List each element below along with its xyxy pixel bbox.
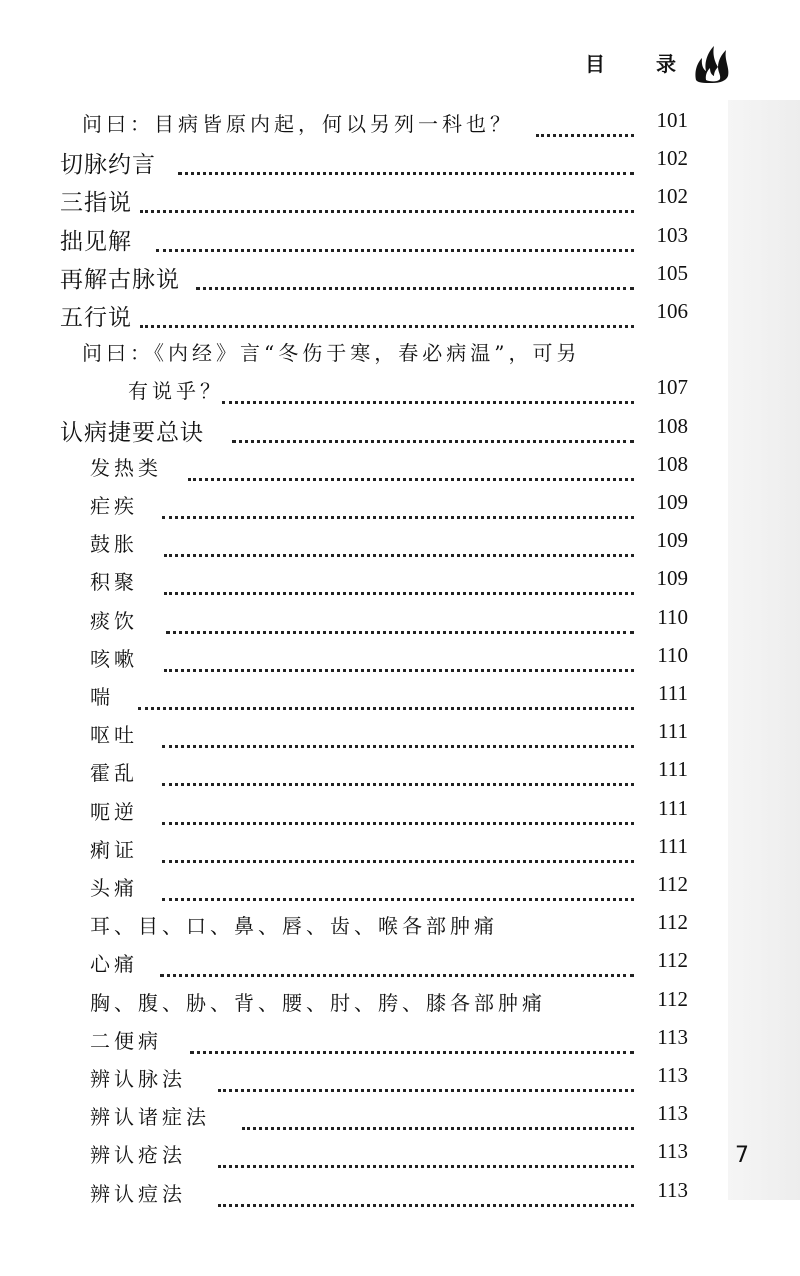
toc-entry [0, 834, 800, 872]
dot-leader [178, 146, 634, 175]
toc-entry-title: 辨认疮法 [90, 1143, 186, 1168]
toc-entry [0, 1178, 800, 1216]
toc-entry-page: 113 [657, 1177, 688, 1202]
dot-leader [536, 108, 634, 137]
toc-entry [0, 337, 800, 375]
toc-entry-page: 113 [657, 1101, 688, 1126]
toc-entry-page: 112 [657, 910, 688, 935]
toc-entry [0, 414, 800, 452]
toc-entry-title: 耳、目、口、鼻、唇、齿、喉各部肿痛 [90, 914, 498, 939]
dot-leader [222, 375, 634, 404]
toc-entry [0, 643, 800, 681]
toc-entry-page: 102 [656, 146, 688, 171]
toc-entry [0, 375, 800, 413]
toc-entry [0, 452, 800, 490]
toc-entry-page: 111 [658, 795, 688, 820]
toc-entry [0, 108, 800, 146]
toc-entry-title: 辨认痘法 [90, 1181, 186, 1206]
dot-leader [162, 757, 634, 786]
toc-entry-title: 鼓胀 [90, 532, 138, 557]
toc-entry-page: 109 [656, 528, 688, 553]
toc-entry-page: 113 [657, 1024, 688, 1049]
toc-entry-title: 有说乎？ [128, 379, 224, 404]
toc-entry [0, 146, 800, 184]
toc-entry [0, 299, 800, 337]
toc-entry-page: 109 [656, 490, 688, 514]
toc-entry-title: 切脉约言 [60, 152, 156, 179]
toc-entry-page: 101 [656, 108, 688, 132]
toc-entry-title: 认病捷要总诀 [60, 419, 204, 446]
toc-entry-title: 二便病 [90, 1028, 162, 1053]
toc-entry-page: 113 [657, 1139, 688, 1164]
dot-leader [162, 872, 634, 901]
toc-entry-page: 108 [656, 451, 688, 476]
toc-entry-page: 106 [656, 299, 688, 323]
dot-leader [160, 948, 634, 977]
toc-entry [0, 719, 800, 757]
toc-entry [0, 987, 800, 1025]
dot-leader [164, 528, 634, 557]
dot-leader [218, 1139, 634, 1168]
toc-entry-title: 再解古脉说 [60, 266, 180, 293]
toc-entry [0, 757, 800, 795]
toc-entry-page: 102 [656, 184, 688, 209]
dot-leader [162, 796, 634, 825]
toc-entry [0, 528, 800, 566]
toc-entry-title: 问曰：《内经》言“冬伤于寒，春必病温”，可另 [82, 341, 581, 366]
toc-entry [0, 223, 800, 261]
toc-entry-title: 辨认诸症法 [90, 1105, 210, 1130]
dot-leader [188, 452, 634, 481]
toc-entry-page: 110 [657, 642, 688, 667]
toc-entry-page: 107 [656, 375, 688, 400]
toc-entry-title: 呃逆 [90, 799, 138, 824]
toc-entry-page: 111 [658, 719, 688, 744]
toc-entry-page: 110 [657, 604, 688, 629]
toc-entry [0, 948, 800, 986]
toc-entry [0, 681, 800, 719]
toc-entry-page: 111 [658, 681, 688, 705]
toc-entry [0, 1063, 800, 1101]
dot-leader [190, 1025, 634, 1054]
dot-leader [140, 299, 634, 328]
dot-leader [138, 681, 634, 710]
toc-entry-title: 疟疾 [90, 494, 138, 518]
toc-entry-page: 111 [658, 833, 688, 858]
toc-entry-page: 112 [657, 986, 688, 1011]
toc-entry [0, 261, 800, 299]
toc-entry-title: 拙见解 [60, 228, 132, 255]
toc-entry-title: 三指说 [60, 190, 132, 217]
toc-entry-title: 积聚 [90, 570, 138, 595]
toc-entry-page: 113 [657, 1063, 688, 1087]
toc-entry [0, 1101, 800, 1139]
dot-leader [218, 1178, 634, 1207]
toc-entry [0, 490, 800, 528]
toc-entry-page: 111 [658, 757, 688, 782]
toc-entry-page: 108 [656, 413, 688, 438]
toc-entry [0, 566, 800, 604]
toc-entry-title: 心痛 [90, 952, 138, 977]
toc-entry-title: 五行说 [60, 305, 132, 331]
dot-leader [162, 834, 634, 863]
header-title: 目 录 [585, 51, 698, 76]
toc-entry-title: 发热类 [90, 455, 162, 480]
toc-entry-page: 112 [657, 872, 688, 896]
dot-leader [218, 1063, 634, 1092]
toc-entry-page: 112 [657, 948, 688, 973]
toc-entry-page: 103 [656, 222, 688, 247]
toc-entry [0, 1139, 800, 1177]
page-number: 7 [735, 1143, 749, 1168]
toc-entry-title: 痢证 [90, 837, 138, 862]
toc-entry-title: 霍乱 [90, 761, 138, 786]
dot-leader [164, 643, 634, 672]
dot-leader [164, 566, 634, 595]
toc-entry [0, 910, 800, 948]
dot-leader [196, 261, 634, 290]
dot-leader [166, 605, 634, 634]
toc-entry-title: 问曰：目病皆原内起，何以另列一科也？ [82, 112, 514, 136]
toc-entry-title: 喘 [90, 685, 114, 709]
dot-leader [140, 184, 634, 213]
toc-entry [0, 184, 800, 222]
toc-entry-page: 109 [656, 566, 688, 591]
toc-entry-title: 辨认脉法 [90, 1067, 186, 1091]
dot-leader [162, 490, 634, 519]
dot-leader [156, 223, 634, 252]
dot-leader [232, 414, 634, 443]
toc-entry-title: 痰饮 [90, 608, 138, 633]
toc-entry [0, 796, 800, 834]
toc-entry [0, 1025, 800, 1063]
toc-entry-title: 头痛 [90, 876, 138, 900]
toc-entry [0, 872, 800, 910]
toc-entry-page: 105 [656, 260, 688, 285]
toc-entry-title: 胸、腹、胁、背、腰、肘、胯、膝各部肿痛 [90, 990, 546, 1015]
toc-entry-title: 咳嗽 [90, 646, 138, 671]
dot-leader [162, 719, 634, 748]
dot-leader [242, 1101, 634, 1130]
toc-entry [0, 605, 800, 643]
toc-entry-title: 呕吐 [90, 723, 138, 748]
